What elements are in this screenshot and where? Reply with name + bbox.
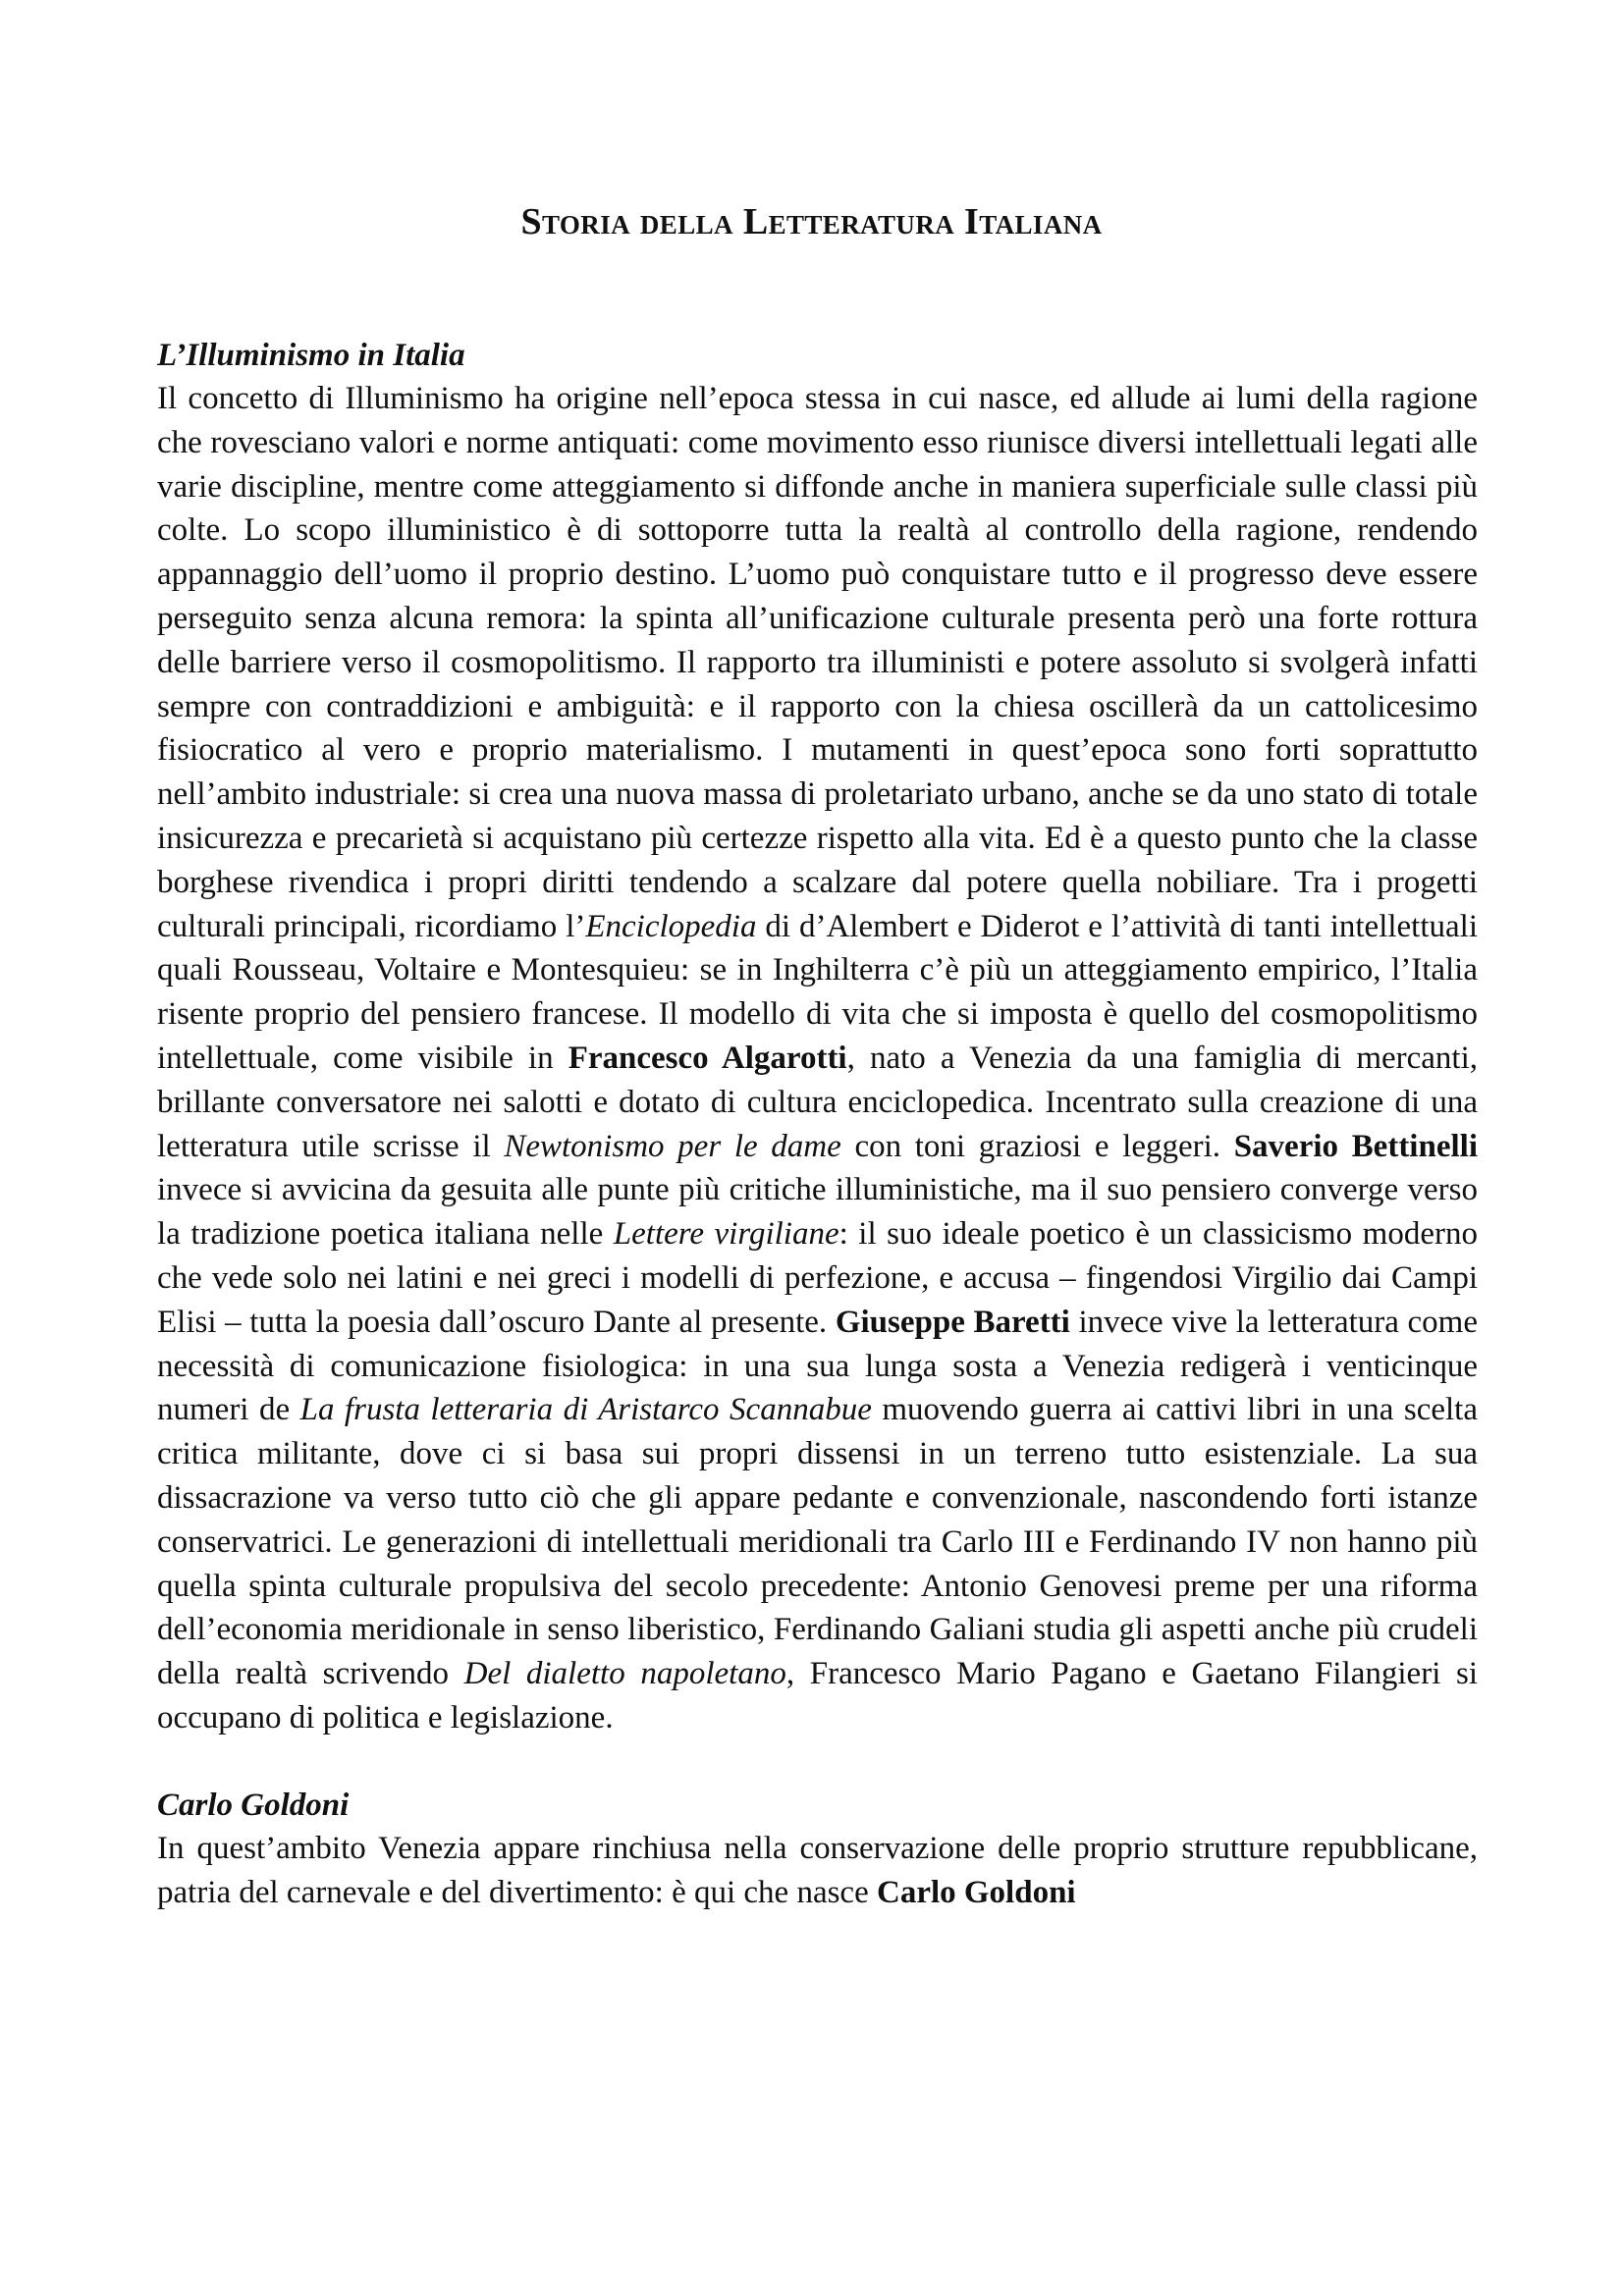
text-run-italic: La frusta letteraria di Aristarco Scannabue	[299, 1392, 872, 1428]
document-title: Storia della Letteratura Italiana	[520, 201, 1103, 242]
section-paragraph	[157, 1827, 1478, 1915]
text-run: , nato a Venezia da una famiglia di mercanti, brillante conversatore nei salotti e dotato di cultura enciclopedica. Incentrato sulla creazione di una letteratura utile scrisse il	[157, 1040, 1479, 1164]
text-run: invece si avvicina da gesuita alle punte più critiche illuministiche, ma il suo pensiero converge verso la tradizione poetica italiana nelle	[157, 1172, 1478, 1253]
section-illuminismo	[157, 334, 1478, 1740]
section-heading: Carlo Goldoni	[157, 1787, 350, 1823]
text-run-italic: Enciclopedia	[585, 908, 757, 944]
text-run-bold: Giuseppe Baretti	[835, 1304, 1070, 1340]
text-run: : il suo ideale poetico è un classicismo moderno che vede solo nei latini e nei greci i modelli di perfezione, e accusa – fingendosi Virgilio dai Campi Elisi – tutta la poesia dall’oscuro Dante al presente.	[157, 1216, 1478, 1340]
section-paragraph	[157, 377, 1478, 1740]
text-run: con toni graziosi e leggeri.	[840, 1128, 1234, 1164]
text-run: , Francesco Mario Pagano e Gaetano Filangieri si occupano di politica e legislazione.	[157, 1656, 1479, 1735]
text-run: In quest’ambito Venezia appare rinchiusa nella conservazione delle proprio strutture repubblicane, patria del carnevale e del divertimento: è qui che nasce	[157, 1830, 1478, 1910]
text-run-italic: Del dialetto napoletano	[463, 1656, 786, 1692]
text-run: invece vive la letteratura come necessità di comunicazione fisiologica: in una sua lunga sosta a Venezia redigerà i venticinque numeri de	[157, 1304, 1478, 1428]
text-run-italic: Lettere virgiliane	[613, 1216, 839, 1253]
text-run-bold: Carlo Goldoni	[876, 1874, 1076, 1910]
text-run-bold: Saverio Bettinelli	[1233, 1128, 1478, 1164]
document-body	[157, 334, 1478, 1914]
text-run: Il concetto di Illuminismo ha origine nell’epoca stessa in cui nasce, ed allude ai lumi della ragione che rovesciano valori e norme antiquati: come movimento esso riunisce diversi intellettuali legati alle varie discipline, mentre come atteggiamento si diffonde anche in maniera superficiale sulle classi più colte. Lo scopo illuministico è di sottoporre tutta la realtà al controllo della ragione, rendendo appannaggio dell’uomo il proprio destino. L’uomo può conquistare tutto e il progresso deve essere perseguito senza alcuna remora: la spinta all’unificazione culturale presenta però una forte rottura delle barriere verso il cosmopolitismo. Il rapporto tra illuministi e potere assoluto si svolgerà infatti sempre con contraddizioni e ambiguità: e il rapporto con la chiesa oscillerà da un cattolicesimo fisiocratico al vero e proprio materialismo. I mutamenti in quest’epoca sono forti soprattutto nell’ambito industriale: si crea una nuova massa di proletariato urbano, anche se da uno stato di totale insicurezza e precarietà si acquistano più certezze rispetto alla vita. Ed è a questo punto che la classe borghese rivendica i propri diritti tendendo a scalzare dal potere quella nobiliare. Tra i progetti culturali principali, ricordiamo l’	[157, 381, 1478, 944]
section-heading: L’Illuminismo in Italia	[157, 338, 465, 373]
text-run: di d’Alembert e Diderot e l’attività di tanti intellettuali quali Rousseau, Voltaire e Montesquieu: se in Inghilterra c’è più un atteggiamento empirico, l’Italia risente proprio del pensiero francese. Il modello di vita che si imposta è quello del cosmopolitismo intellettuale, come visibile in	[157, 908, 1478, 1076]
text-run: muovendo guerra ai cattivi libri in una scelta critica militante, dove ci si basa sui propri dissensi in un terreno tutto esistenziale. La sua dissacrazione va verso tutto ciò che gli appare pedante e convenzionale, nascondendo forti istanze conservatrici. Le generazioni di intellettuali meridionali tra Carlo III e Ferdinando IV non hanno più quella spinta culturale propulsiva del secolo precedente: Antonio Genovesi preme per una riforma dell’economia meridionale in senso liberistico, Ferdinando Galiani studia gli aspetti anche più crudeli della realtà scrivendo	[157, 1392, 1478, 1692]
text-run-italic: Newtonismo per le dame	[504, 1128, 841, 1164]
text-run-bold: Francesco Algarotti	[568, 1040, 847, 1076]
section-goldoni	[157, 1784, 1478, 1915]
